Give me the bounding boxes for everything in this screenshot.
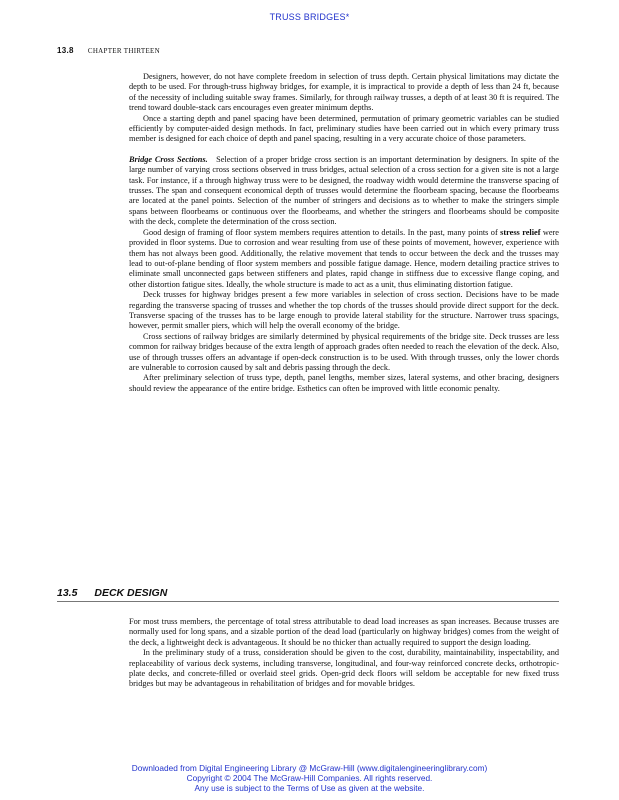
- section-title: DECK DESIGN: [94, 587, 168, 599]
- footer-download-link[interactable]: Downloaded from Digital Engineering Library @ McGraw-Hill (www.digitalengineeringlibrary.com): [131, 763, 488, 773]
- page-number: 13.8: [57, 46, 74, 55]
- paragraph: In the preliminary study of a truss, consideration should be given to the cost, durability, maintainability, inspectability, and replaceability of various deck systems, including transverse, longitudinal, and four-way reinforced concrete decks, orthotropic-plate decks, and concrete-filled or overlaid steel grids. Open-grid deck floors will seldom be acceptable for new fixed truss bridges but may be advantageous in rehabilitation of bridges and for movable bridges.: [129, 648, 559, 689]
- paragraph-text: Good design of framing of floor system members requires attention to details. In the past, many points of: [143, 227, 498, 237]
- paragraph: After preliminary selection of truss type, depth, panel lengths, member sizes, lateral systems, and other bracing, designers should review the appearance of the entire bridge. Esthetics can often be improved with little economic penalty.: [129, 373, 559, 393]
- body-text-lower: [129, 617, 559, 690]
- paragraph-text: were provided in floor systems. Due to corrosion and wear resulting from use of these points of movement, however, experience with them has not always been good. Additionally, the relative movement that tends to occur between the deck and the trusses may lead to out-of-plane bending of floor system members and possible fatigue damage. Hence, modern detailing practice strives to eliminate small unconnected gaps between stiffeners and plates, rapid change in stiffness due to excessive flange coping, and other distortion fatigue sites. Ideally, the whole structure is made to act as a unit, thus eliminating distortion fatigue.: [129, 227, 559, 289]
- paragraph: [129, 228, 559, 290]
- footer: [0, 763, 619, 793]
- running-head: [57, 46, 160, 55]
- chapter-label: CHAPTER THIRTEEN: [87, 47, 160, 55]
- body-text-upper: [129, 72, 559, 394]
- footer-terms-link[interactable]: Any use is subject to the Terms of Use as given at the website.: [194, 783, 425, 793]
- paragraph-text: Selection of a proper bridge cross section is an important determination by designers. In spite of the large number of varying cross sections observed in truss bridges, actual selection of a cross section for a given site is not a large task. For instance, if a through highway truss were to be designed, the roadway width would determine the transverse spacing of trusses. The span and consequent economical depth of trusses would determine the floorbeam spacing, because the floorbeams are located at the panel points. Selection of the number of stringers and decisions as to whether to make the stringers simple spans between floorbeams or continuous over the floorbeams, and whether the stringers and floorbeams should be composite with the deck, complete the determination of the cross section.: [129, 154, 559, 227]
- banner-title: TRUSS BRIDGES*: [269, 12, 350, 22]
- section-heading: [57, 587, 559, 602]
- paragraph: Designers, however, do not have complete freedom in selection of truss depth. Certain physical limitations may dictate the depth to be used. For through-truss highway bridges, for example, it is impractical to provide a depth of less than 24 ft, because of the necessity of including suitable sway frames. Similarly, for through railway trusses, a depth of at least 30 ft is required. The trend toward double-stack cars encourages even greater minimum depths.: [129, 72, 559, 113]
- section-number: 13.5: [57, 587, 78, 599]
- run-in-heading: Bridge Cross Sections.: [129, 154, 208, 164]
- paragraph-bridge-cross-sections: [129, 155, 559, 228]
- paragraph: Cross sections of railway bridges are similarly determined by physical requirements of the bridge site. Deck trusses are less common for railway bridges because of the extra length of approach grades often needed to reach the elevation of the deck. Also, use of through trusses offers an advantage if open-deck construction is to be used. With through trusses, only the lower chords are vulnerable to corrosion caused by salt and debris passing through the deck.: [129, 331, 559, 372]
- paragraph: Once a starting depth and panel spacing have been determined, permutation of primary geometric variables can be studied efficiently by computer-aided design methods. In fact, preliminary studies have been carried out in which every primary truss member is designed for each choice of depth and panel spacing, resulting in a very accurate choice of those parameters.: [129, 113, 559, 144]
- keyword-stress-relief: stress relief: [500, 227, 541, 237]
- paragraph: For most truss members, the percentage of total stress attributable to dead load increases as span increases. Because trusses are normally used for long spans, and a sizable portion of the dead load (particularly on highway bridges) comes from the weight of the deck, a lightweight deck is advantageous. It should be no thicker than actually required to support the design loading.: [129, 617, 559, 647]
- paragraph: Deck trusses for highway bridges present a few more variables in selection of cross section. Decisions have to be made regarding the transverse spacing of trusses and whether the top chords of the trusses should provide direct support for the deck. Transverse spacing of the trusses has to be large enough to provide lateral stability for the structure. Narrower truss spacings, however, permit smaller piers, which will help the overall economy of the bridge.: [129, 290, 559, 331]
- footer-copyright: Copyright © 2004 The McGraw-Hill Companies. All rights reserved.: [186, 773, 433, 783]
